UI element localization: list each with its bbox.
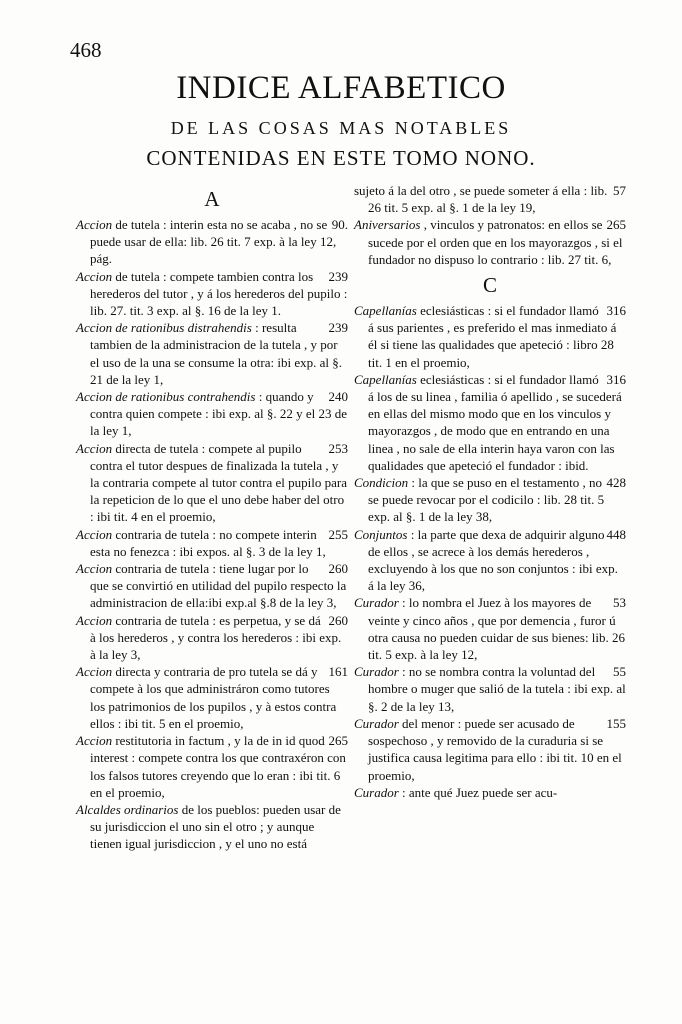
- entry-term: Accion de rationibus distrahendis: [76, 320, 252, 336]
- entry-term: Curador: [354, 715, 399, 731]
- index-entry: [354, 526, 626, 595]
- entry-text: del menor : puede ser acusado de sospechoso , y removido de la curaduria si se justifica causa legitima para ello : ibi tit. 10 en el proemio,: [368, 715, 622, 783]
- right-entries-top: [354, 182, 626, 268]
- index-entry: [76, 732, 348, 801]
- entry-term: Accion: [76, 526, 113, 542]
- entry-term: Accion: [76, 733, 113, 749]
- page-subtitle-2: CONTENIDAS EN ESTE TOMO NONO.: [146, 146, 536, 170]
- entry-page-ref: 90.: [331, 217, 348, 232]
- entry-term: Accion: [76, 268, 113, 284]
- entry-text: : no se nombra contra la voluntad del hombre o muger que salió de la tutela : ibi exp. al §. 2 de la ley 13,: [368, 664, 626, 714]
- entry-page-ref: 260: [328, 561, 348, 577]
- entry-page-ref: 316: [606, 371, 626, 387]
- entry-page-ref: 265: [328, 733, 348, 749]
- section-letter-a: A: [204, 187, 220, 211]
- page-subtitle: DE LAS COSAS MAS NOTABLES: [170, 118, 512, 138]
- entry-term: Condicion: [354, 475, 409, 491]
- entry-text: : quando y contra quien compete : ibi exp. al §. 22 y el 23 de la ley 1,: [90, 389, 348, 439]
- index-entry: [76, 216, 348, 268]
- entry-page-ref: 265: [606, 217, 626, 233]
- index-entry: [76, 268, 348, 320]
- index-entry: [354, 371, 626, 474]
- index-entry: [76, 388, 348, 440]
- right-entries: [354, 302, 626, 801]
- entry-text: eclesiásticas : si el fundador llamó á sus parientes , es preferido el mas inmediato á él si tiene las qualidades que apeteció : libro 28 tit. 1 en el proemio,: [368, 303, 617, 370]
- entry-term: Curador: [354, 664, 399, 680]
- index-entry: [354, 663, 626, 715]
- entry-text: de los pueblos: pueden usar de su jurisdiccion el uno sin el otro ; y aunque tienen igual jurisdiccion , y el uno no está: [90, 801, 341, 852]
- entry-term: Accion: [76, 217, 113, 232]
- entry-page-ref: 448: [606, 526, 626, 542]
- entry-term: Capellanías: [354, 303, 417, 319]
- entry-term: Capellanías: [354, 371, 417, 387]
- entry-text: de tutela : interin esta no se acaba , no se puede usar de ella: lib. 26 tit. 7 exp. à la ley 12, pág.: [90, 217, 337, 267]
- index-entry: [76, 801, 348, 853]
- entry-term: Accion: [76, 561, 113, 577]
- entry-text: eclesiásticas : si el fundador llamó á los de su linea , familia ó apellido , se sucederá en ellas del mismo modo que en los vinculos y mayorazgos , de modo que en entrando en una linea , no sale de ella interin haya varon con las qualidades que apeteció el fundador : ibid.: [368, 371, 622, 473]
- entry-term: Alcaldes ordinarios: [76, 801, 179, 817]
- right-column: [354, 182, 626, 801]
- entry-term: Accion: [76, 612, 113, 628]
- entry-term: Conjuntos: [354, 526, 408, 542]
- index-entry: [354, 784, 626, 801]
- entry-page-ref: 316: [606, 303, 626, 319]
- entry-page-ref: 239: [328, 268, 348, 284]
- entry-text: directa y contraria de pro tutela se dá y compete à los que administráron como tutores los patrimonios de los pupilos , y à estos contra ellos : ibi tit. 5 en el proemio,: [90, 664, 337, 731]
- entry-page-ref: 240: [328, 389, 348, 405]
- entry-term: Curador: [354, 595, 399, 611]
- section-letter-c: C: [482, 273, 497, 298]
- index-entry: [354, 182, 626, 216]
- entry-page-ref: 253: [328, 440, 348, 456]
- entry-page-ref: 55: [613, 664, 626, 680]
- entry-text: contraria de tutela : no compete interin esta no fenezca : ibi expos. al §. 3 de la ley 1,: [90, 526, 326, 559]
- entry-text: contraria de tutela : es perpetua, y se dá à los herederos , y contra los herederos : ibi exp. à la ley 3,: [90, 612, 342, 663]
- index-entry: [76, 560, 348, 612]
- index-entry: [76, 319, 348, 388]
- entry-text: contraria de tutela : tiene lugar por lo que se convirtió en utilidad del pupilo respecto la administracion de ella:ibi exp.al §.8 de la ley 3,: [90, 561, 347, 611]
- entry-term: Accion: [76, 664, 113, 680]
- entry-text: : la que se puso en el testamento , no se puede revocar por el codicilo : lib. 28 tit. 5 exp. al §. 1 de la ley 38,: [368, 475, 605, 525]
- entry-page-ref: 155: [606, 715, 626, 731]
- entry-page-ref: 255: [328, 526, 348, 542]
- index-entry: [354, 302, 626, 371]
- index-entry: [76, 663, 348, 732]
- left-entries: [76, 216, 348, 853]
- page-number: 468: [70, 38, 102, 62]
- entry-term: Aniversarios: [354, 217, 421, 233]
- entry-page-ref: 239: [328, 320, 348, 336]
- left-column: [76, 182, 348, 853]
- entry-text: : resulta tambien de la administracion de la tutela , y por el uso de la una se consume la otra: ibi exp. al §. 21 de la ley 1,: [90, 320, 342, 387]
- entry-text: : ante qué Juez puede ser acu-: [398, 784, 558, 800]
- entry-term: Accion: [76, 440, 113, 456]
- entry-text: : la parte que dexa de adquirir alguno de ellos , se acrece à los demás herederos , excluyendo à los que no son conjuntos : ibi exp. á la ley 36,: [368, 526, 618, 594]
- page-title: INDICE ALFABETICO: [176, 70, 506, 106]
- entry-term: Accion de rationibus contrahendis: [76, 389, 256, 405]
- index-entry: [76, 526, 348, 560]
- index-entry: [354, 474, 626, 526]
- entry-page-ref: 53: [613, 595, 626, 611]
- entry-text: : lo nombra el Juez à los mayores de veinte y cinco años , que por demencia , furor ú otra causa no pueden cuidar de sus bienes: lib. 26 tit. 5 exp. à la ley 12,: [368, 595, 626, 663]
- index-entry: [76, 440, 348, 526]
- index-entry: [354, 216, 626, 268]
- entry-text: sujeto á la del otro , se puede someter á ella : lib. 26 tit. 5 exp. al §. 1 de la ley 19,: [354, 183, 608, 216]
- entry-term: Curador: [354, 784, 399, 800]
- index-entry: [76, 612, 348, 664]
- entry-text: de tutela : compete tambien contra los herederos del tutor , y á los herederos del pupilo : lib. 27. tit. 3 exp. al §. 16 de la ley 1.: [90, 268, 348, 319]
- entry-page-ref: 428: [606, 475, 626, 491]
- entry-text: , vinculos y patronatos: en ellos se sucede por el orden que en los mayorazgos , si el fundador no dispuso lo contrario : lib. 27 tit. 6,: [368, 217, 623, 267]
- entry-page-ref: 161: [328, 664, 348, 680]
- index-entry: [354, 594, 626, 663]
- entry-text: directa de tutela : compete al pupilo contra el tutor despues de finalizada la tutela , y la contraria compete al tutor contra el pupilo para la repeticion de lo que el uno debe haber del otro : ibi tit. 4 en el proemio,: [90, 440, 347, 525]
- entry-text: restitutoria in factum , y la de in id quod interest : compete contra los que contraxéron con los falsos tutores creyendo que lo eran : ibi tit. 6 en el proemio,: [90, 733, 346, 800]
- entry-page-ref: 260: [328, 612, 348, 628]
- index-entry: [354, 715, 626, 784]
- entry-page-ref: 57: [613, 183, 626, 198]
